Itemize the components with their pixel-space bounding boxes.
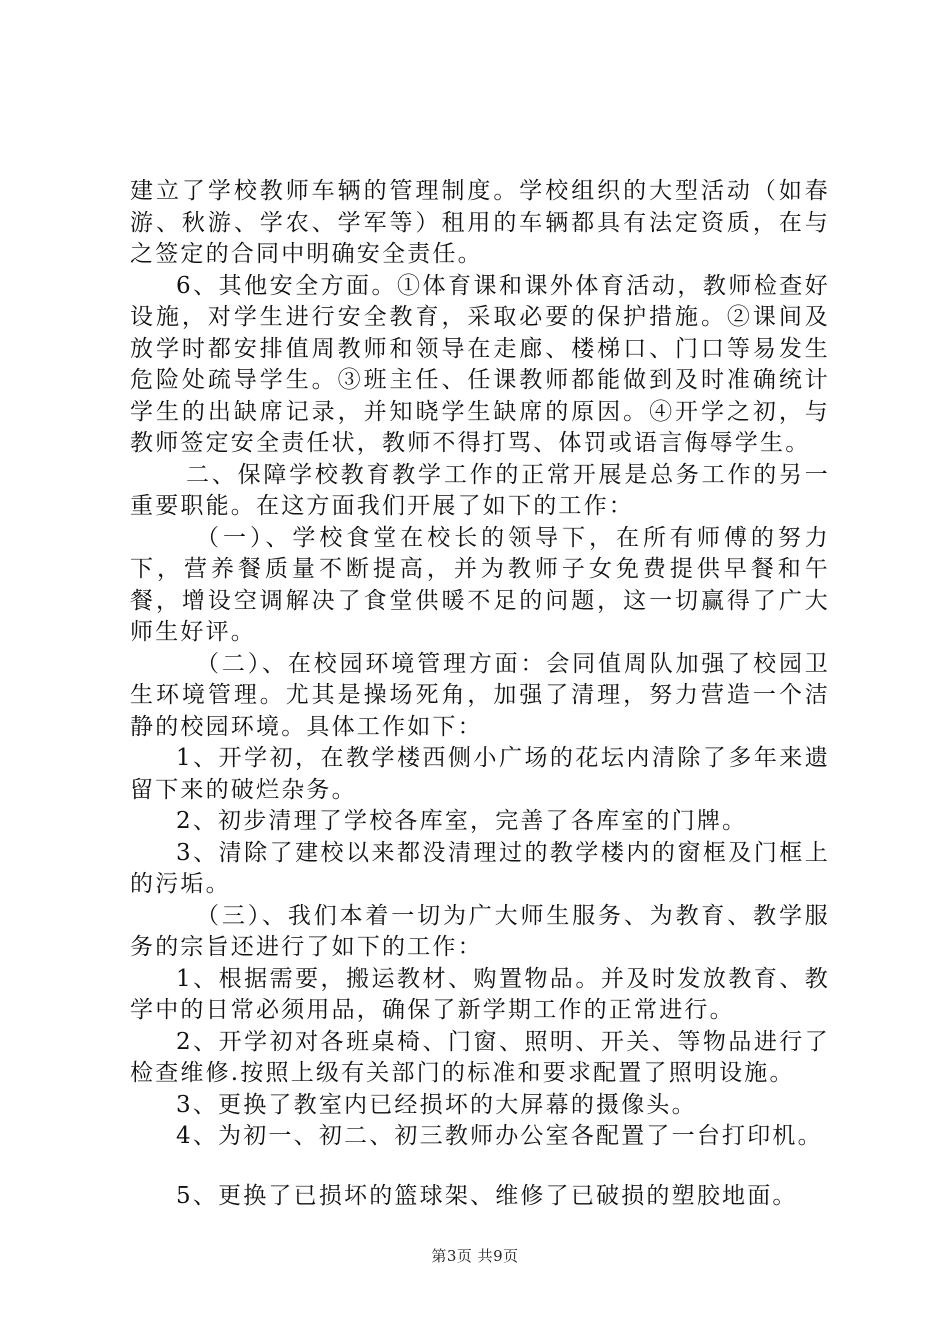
paragraph-service-item-4: 4、为初一、初二、初三教师办公室各配置了一台打印机。 [176,1123,823,1149]
paragraph-section-two-heading: 二、保障学校教育教学工作的正常开展是总务工作的另一重要职能。在这方面我们开展了如下的工作： [130,461,830,519]
paragraph-campus-environment: （二）、在校园环境管理方面：会同值周队加强了校园卫生环境管理。尤其是操场死角，加强了清理，努力营造一个洁静的校园环境。具体工作如下： [130,650,830,740]
document-body [130,176,830,1212]
paragraph-vehicle-management: 建立了学校教师车辆的管理制度。学校组织的大型活动（如春游、秋游、学农、学军等）租用的车辆都具有法定资质，在与之签定的合同中明确安全责任。 [130,178,830,267]
paragraph-service-section: （三）、我们本着一切为广大师生服务、为教育、教学服务的宗旨还进行了如下的工作： [130,902,830,960]
paragraph-env-item-1: 1、开学初，在教学楼西侧小广场的花坛内清除了多年来遗留下来的破烂杂务。 [130,745,830,803]
paragraph-env-item-2: 2、初步清理了学校各库室，完善了各库室的门牌。 [176,808,748,834]
paragraph-spacer [130,1153,830,1181]
paragraph-service-item-5: 5、更换了已损坏的篮球架、维修了已破损的塑胶地面。 [176,1182,798,1209]
paragraph-service-item-2: 2、开学初对各班桌椅、门窗、照明、开关、等物品进行了检查维修.按照上级有关部门的标准和要求配置了照明设施。 [130,1028,830,1086]
paragraph-canteen: （一）、学校食堂在校长的领导下，在所有师傅的努力下，营养餐质量不断提高，并为教师子女免费提供早餐和午餐，增设空调解决了食堂供暖不足的问题，这一切赢得了广大师生好评。 [130,524,830,645]
paragraph-service-item-3: 3、更换了教室内已经损坏的大屏幕的摄像头。 [176,1091,697,1118]
paragraph-env-item-3: 3、清除了建校以来都没清理过的教学楼内的窗框及门框上的污垢。 [130,839,830,897]
paragraph-other-safety: 6、其他安全方面。①体育课和课外体育活动，教师检查好设施，对学生进行安全教育，采取必要的保护措施。②课间及放学时都安排值周教师和领导在走廊、楼梯口、门口等易发生危险处疏导学生。③班主任、任课教师都能做到及时准确统计学生的出缺席记录，并知晓学生缺席的原因。④开学之初，与教师签定安全责任状，教师不得打骂、体罚或语言侮辱学生。 [130,272,830,456]
page-number-footer: 第3页 共9页 [431,1247,519,1265]
paragraph-service-item-1: 1、根据需要，搬运教材、购置物品。并及时发放教育、教学中的日常必须用品，确保了新学期工作的正常进行。 [130,965,830,1023]
